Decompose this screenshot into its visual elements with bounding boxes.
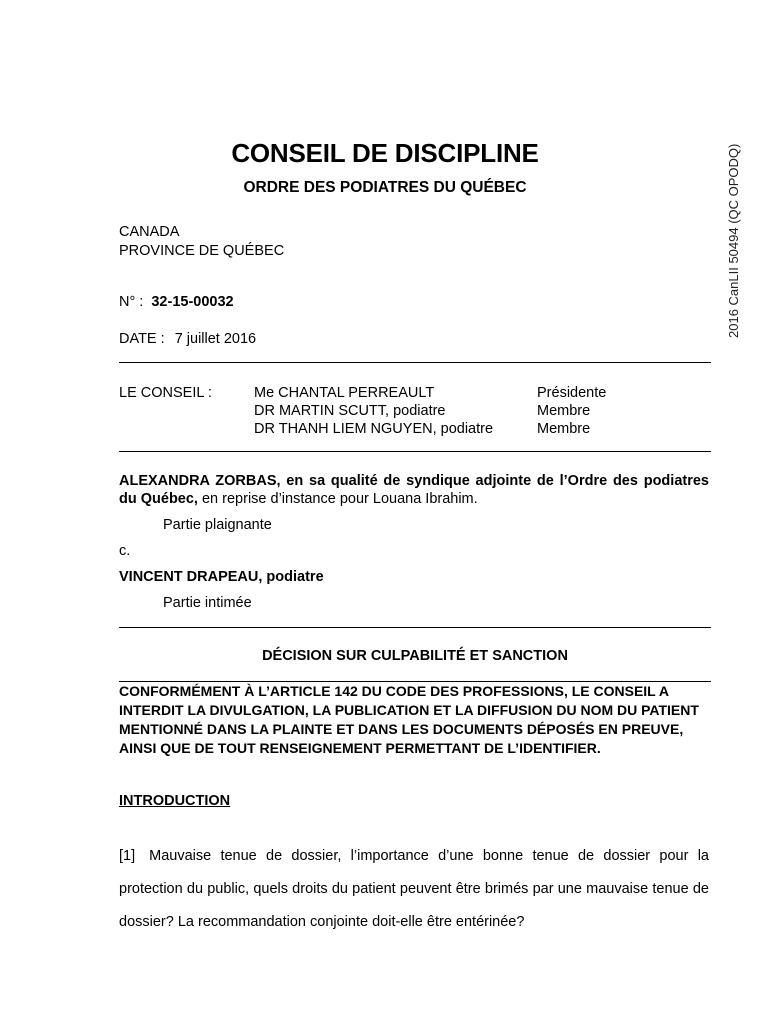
date-value: 7 juillet 2016	[174, 331, 257, 347]
file-number-row	[119, 293, 234, 311]
divider	[119, 362, 711, 363]
decision-title: DÉCISION SUR CULPABILITÉ ET SANCTION	[262, 648, 568, 664]
jurisdiction-province: PROVINCE DE QUÉBEC	[119, 243, 285, 259]
plaintiff-name: ALEXANDRA ZORBAS, en sa qualité de syndique adjointe de l’Ordre des podiatres du Québec,	[119, 473, 709, 507]
page-subtitle: ORDRE DES PODIATRES DU QUÉBEC	[243, 179, 527, 196]
paragraph-text: Mauvaise tenue de dossier, l’importance d’une bonne tenue de dossier pour la protection du public, quels droits du patient peuvent être brimés par une mauvaise tenue de dossier? La recommandation conjointe doit-elle être entérinée?	[119, 848, 709, 930]
respondent-role: Partie intimée	[163, 595, 252, 611]
council-member-role: Présidente	[537, 385, 607, 401]
divider	[119, 627, 711, 628]
side-citation: 2016 CanLII 50494 (QC OPODQ)	[726, 143, 741, 338]
council-member-name: Me CHANTAL PERREAULT	[254, 385, 435, 401]
page-title: CONSEIL DE DISCIPLINE	[231, 138, 539, 168]
file-number-value: 32-15-00032	[151, 294, 234, 310]
council-member-name: DR THANH LIEM NGUYEN, podiatre	[254, 421, 494, 437]
plaintiff-detail: en reprise d’instance pour Louana Ibrahim.	[197, 491, 478, 507]
respondent-name: VINCENT DRAPEAU, podiatre	[119, 569, 324, 585]
file-number-label: N° :	[119, 294, 144, 310]
paragraph-number: [1]	[119, 848, 136, 864]
council-member-role: Membre	[537, 403, 591, 419]
council-member-name: DR MARTIN SCUTT, podiatre	[254, 403, 446, 419]
council-member-role: Membre	[537, 421, 591, 437]
divider	[119, 451, 711, 452]
versus-label: c.	[119, 543, 131, 559]
date-row	[119, 330, 256, 348]
council-label: LE CONSEIL :	[119, 385, 212, 401]
date-label: DATE :	[119, 331, 165, 347]
paragraph-1	[119, 840, 709, 939]
plaintiff-role: Partie plaignante	[163, 517, 272, 533]
jurisdiction-country: CANADA	[119, 224, 180, 240]
plaintiff-description	[119, 472, 709, 508]
publication-ban-notice: CONFORMÉMENT À L’ARTICLE 142 DU CODE DES PROFESSIONS, LE CONSEIL A INTERDIT LA DIVULGATION, LA PUBLICATION ET LA DIFFUSION DU NOM DU PATIENT MENTIONNÉ DANS LA PLAINTE ET DANS LES DOCUMENTS DÉPOSÉS EN PREUVE, AINSI QUE DE TOUT RENSEIGNEMENT PERMETTANT DE L’IDENTIFIER.	[119, 683, 699, 756]
introduction-heading: INTRODUCTION	[119, 793, 231, 809]
